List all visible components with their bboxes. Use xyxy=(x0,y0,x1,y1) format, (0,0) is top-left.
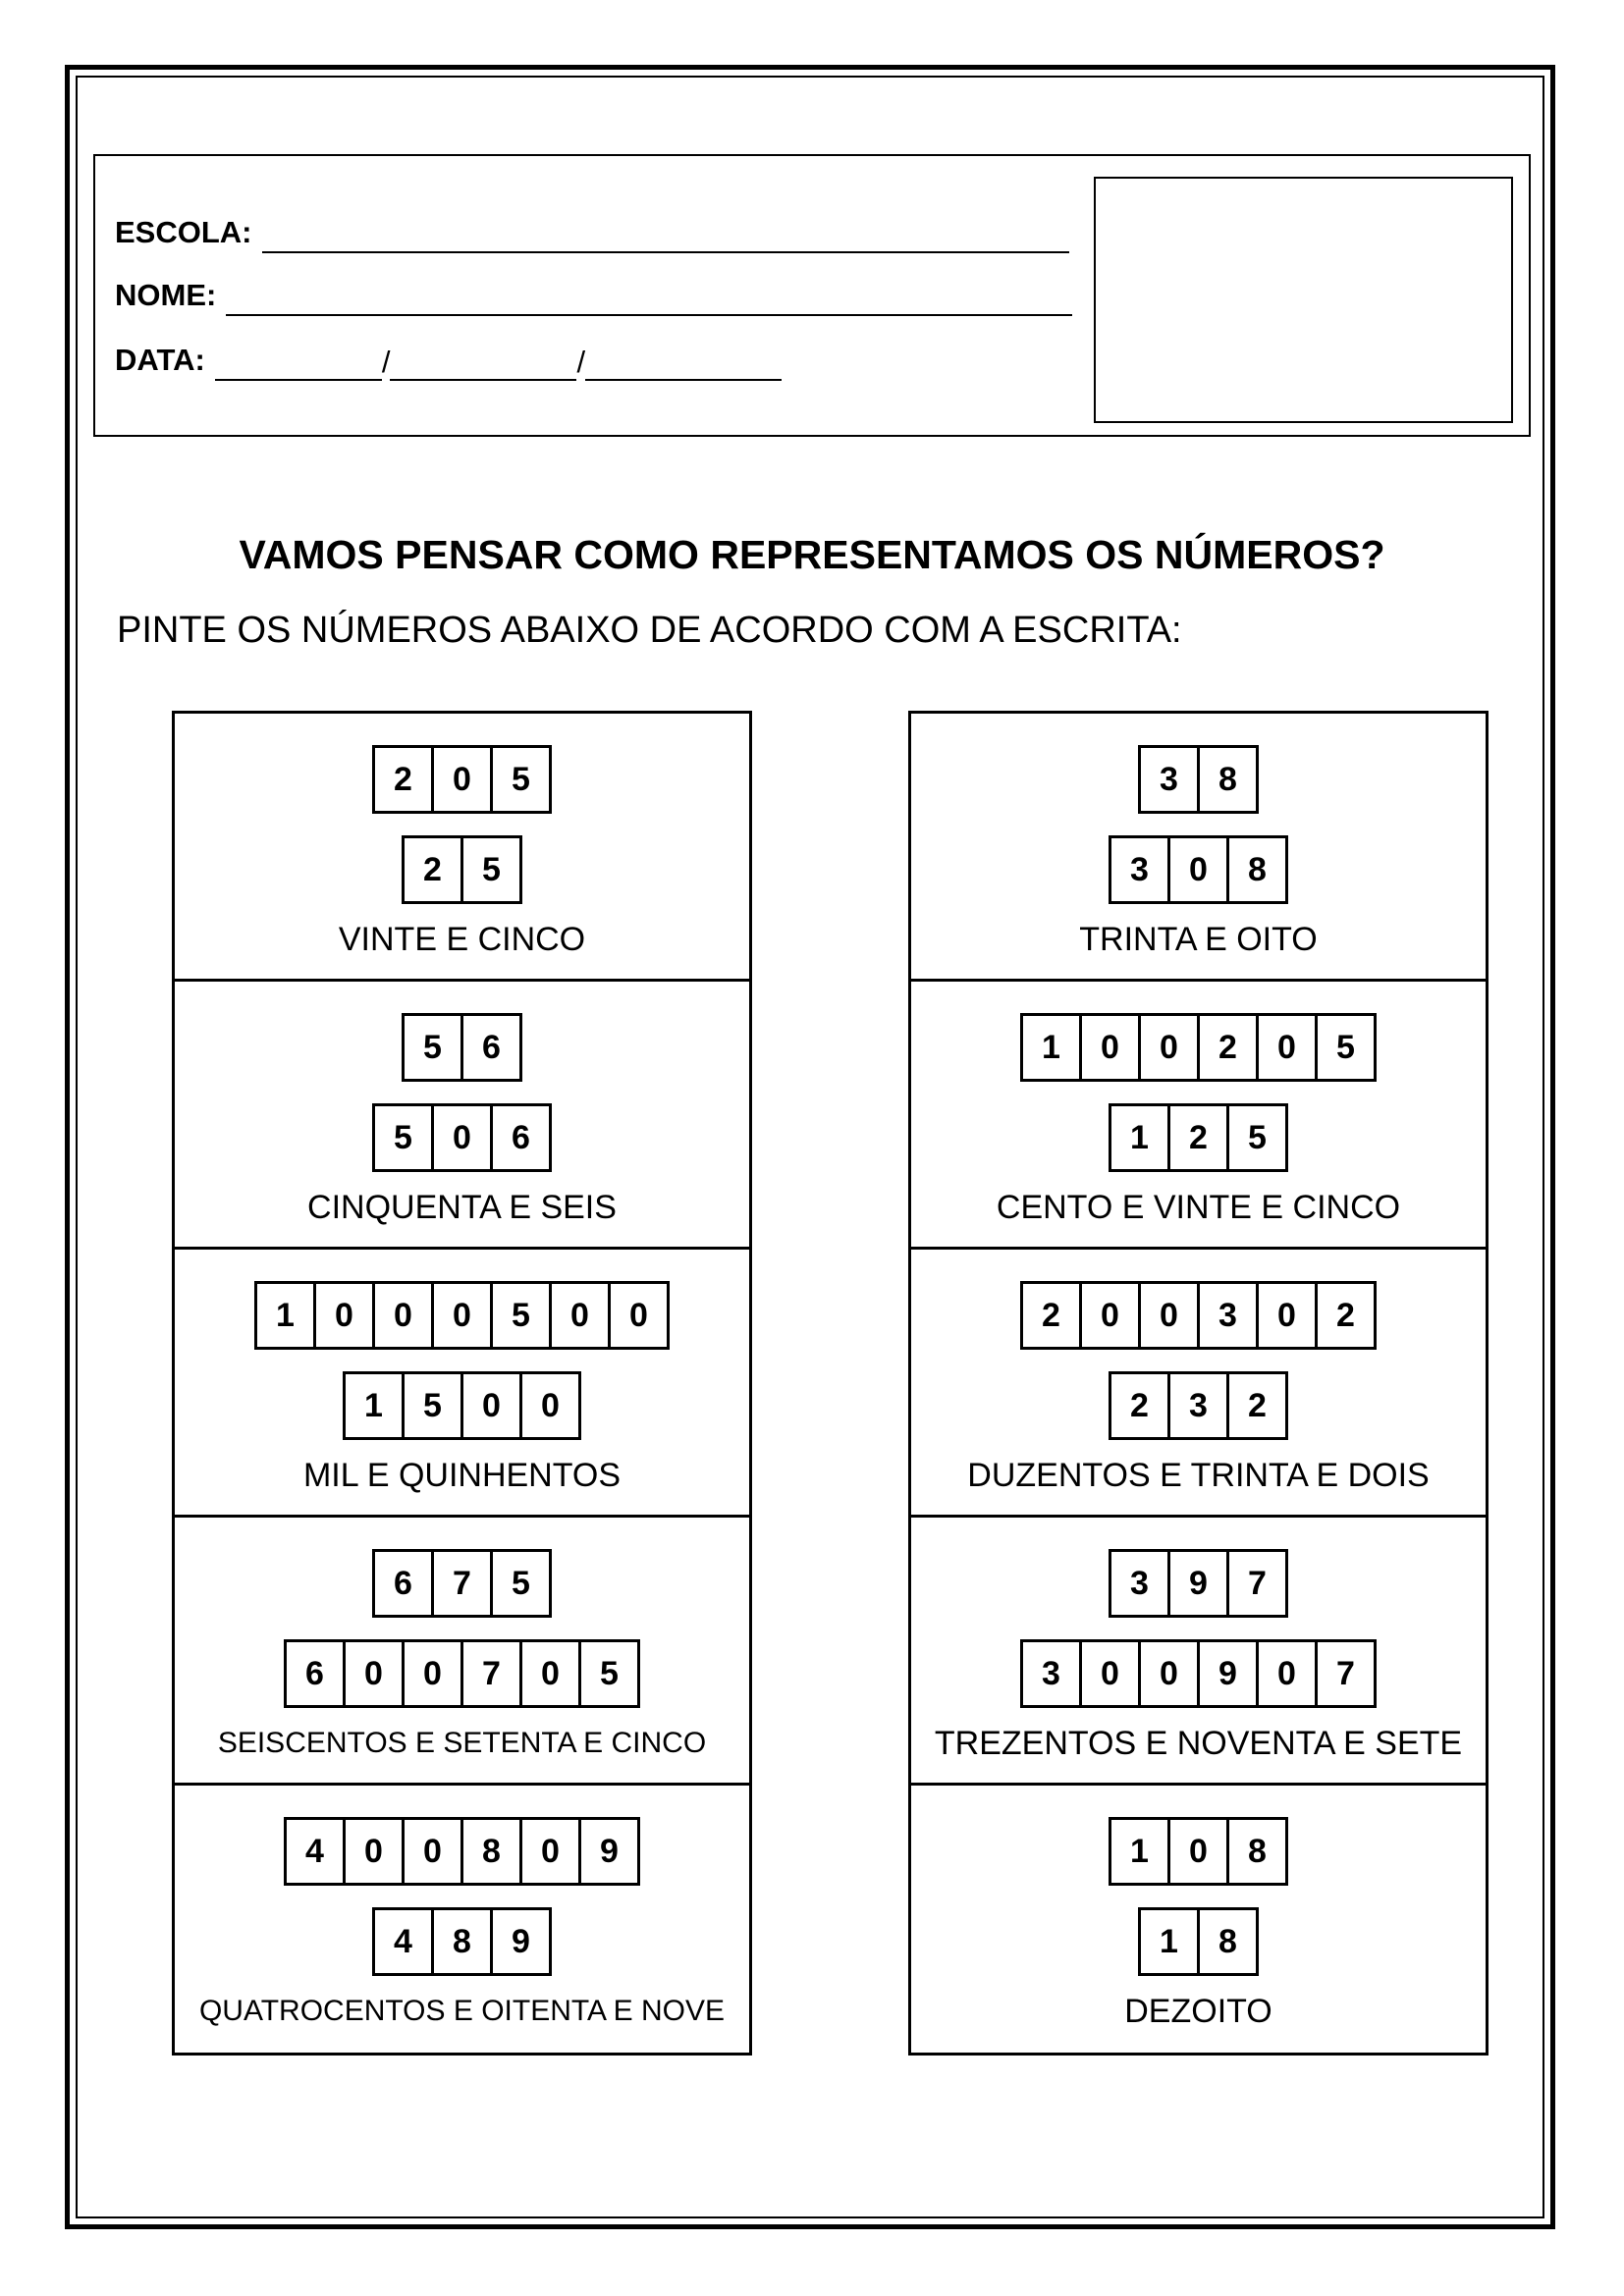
number-option-top[interactable] xyxy=(284,1817,640,1886)
number-in-words: VINTE E CINCO xyxy=(338,921,586,958)
digit-cell[interactable]: 0 xyxy=(313,1284,372,1347)
digit-cell[interactable]: 3 xyxy=(1130,1564,1149,1602)
digit-cell[interactable]: 2 xyxy=(1197,1016,1256,1079)
number-in-words: TRINTA E OITO xyxy=(1079,921,1318,958)
exercise-card xyxy=(911,1250,1486,1518)
digit-cell[interactable]: 3 xyxy=(1167,1374,1226,1437)
digit-cell[interactable]: 4 xyxy=(394,1922,412,1960)
number-option-bottom-row xyxy=(911,1103,1486,1172)
digit-cell[interactable]: 7 xyxy=(1226,1552,1285,1615)
number-option-top-row xyxy=(175,745,749,814)
number-option-bottom[interactable] xyxy=(1109,1103,1288,1172)
digit-cell[interactable]: 0 xyxy=(1256,1016,1315,1079)
digit-cell[interactable]: 0 xyxy=(402,1642,460,1705)
number-in-words: DEZOITO xyxy=(1124,1993,1272,2030)
digit-cell[interactable]: 0 xyxy=(519,1642,578,1705)
digit-cell[interactable]: 0 xyxy=(1079,1284,1138,1347)
number-in-words: QUATROCENTOS E OITENTA E NOVE xyxy=(198,1995,726,2027)
digit-cell[interactable]: 8 xyxy=(1197,1910,1256,1973)
digit-cell[interactable]: 0 xyxy=(608,1284,667,1347)
page-title: VAMOS PENSAR COMO REPRESENTAMOS OS NÚMEROS? xyxy=(239,532,1385,577)
digit-cell[interactable]: 2 xyxy=(394,760,412,798)
number-option-top-row xyxy=(911,1013,1486,1082)
digit-cell[interactable]: 0 xyxy=(519,1374,578,1437)
number-option-top[interactable] xyxy=(1109,1817,1288,1886)
digit-cell[interactable]: 7 xyxy=(1315,1642,1374,1705)
date-day-field[interactable] xyxy=(215,344,382,381)
date-separator: / xyxy=(576,345,586,379)
digit-cell[interactable]: 0 xyxy=(519,1820,578,1883)
exercise-card xyxy=(911,982,1486,1250)
digit-cell[interactable]: 0 xyxy=(460,1374,519,1437)
number-option-bottom-row xyxy=(175,1639,749,1708)
number-option-top[interactable] xyxy=(402,1013,522,1082)
number-option-top-row xyxy=(911,1281,1486,1350)
exercise-card xyxy=(175,982,749,1250)
digit-cell[interactable]: 8 xyxy=(1226,1820,1285,1883)
digit-cell[interactable]: 0 xyxy=(1167,1820,1226,1883)
number-option-bottom[interactable] xyxy=(372,1103,552,1172)
digit-cell[interactable]: 0 xyxy=(431,1106,490,1169)
number-option-top-row xyxy=(175,1013,749,1082)
digit-cell[interactable]: 0 xyxy=(343,1642,402,1705)
digit-cell[interactable]: 7 xyxy=(460,1642,519,1705)
digit-cell[interactable]: 5 xyxy=(402,1374,460,1437)
number-option-bottom[interactable] xyxy=(1109,1371,1288,1440)
number-option-top[interactable] xyxy=(372,1549,552,1618)
number-option-bottom-row xyxy=(175,835,749,904)
digit-cell[interactable]: 2 xyxy=(1315,1284,1374,1347)
number-in-words: TREZENTOS E NOVENTA E SETE xyxy=(934,1725,1463,1762)
number-option-bottom[interactable] xyxy=(372,1907,552,1976)
digit-cell[interactable]: 6 xyxy=(305,1654,324,1692)
digit-cell[interactable]: 0 xyxy=(431,1284,490,1347)
digit-cell[interactable]: 1 xyxy=(364,1386,383,1424)
escola-field[interactable] xyxy=(262,216,1069,253)
data-label: DATA: xyxy=(115,343,205,377)
digit-cell[interactable]: 8 xyxy=(1226,838,1285,901)
digit-cell[interactable]: 0 xyxy=(431,748,490,811)
digit-cell[interactable]: 0 xyxy=(1138,1016,1197,1079)
number-option-top[interactable] xyxy=(1109,1549,1288,1618)
digit-cell[interactable]: 1 xyxy=(276,1296,295,1334)
exercise-card xyxy=(911,714,1486,982)
digit-cell[interactable]: 6 xyxy=(460,1016,519,1079)
exercise-card xyxy=(911,1786,1486,2051)
number-option-top[interactable] xyxy=(1020,1013,1377,1082)
data-row xyxy=(115,338,782,381)
number-option-bottom-row xyxy=(175,1371,749,1440)
digit-cell[interactable]: 0 xyxy=(1256,1284,1315,1347)
number-option-top-row xyxy=(911,1817,1486,1886)
digit-cell[interactable]: 5 xyxy=(490,1284,549,1347)
digit-cell[interactable]: 0 xyxy=(402,1820,460,1883)
escola-label: ESCOLA: xyxy=(115,215,252,249)
number-option-bottom-row xyxy=(911,1639,1486,1708)
number-option-bottom[interactable] xyxy=(343,1371,581,1440)
digit-cell[interactable]: 1 xyxy=(1160,1922,1178,1960)
date-month-field[interactable] xyxy=(390,344,576,381)
nome-field[interactable] xyxy=(226,279,1072,316)
number-option-top[interactable] xyxy=(1020,1281,1377,1350)
number-option-top[interactable] xyxy=(372,745,552,814)
number-option-bottom-row xyxy=(911,1907,1486,1976)
digit-cell[interactable]: 3 xyxy=(1130,850,1149,888)
digit-cell[interactable]: 9 xyxy=(1167,1552,1226,1615)
digit-cell[interactable]: 8 xyxy=(1197,748,1256,811)
number-option-bottom[interactable] xyxy=(402,835,522,904)
number-option-top-row xyxy=(911,745,1486,814)
digit-cell[interactable]: 5 xyxy=(1315,1016,1374,1079)
digit-cell[interactable]: 0 xyxy=(1138,1642,1197,1705)
number-option-bottom[interactable] xyxy=(1109,835,1288,904)
escola-row xyxy=(115,210,1069,253)
digit-cell[interactable]: 4 xyxy=(305,1832,324,1870)
digit-cell[interactable]: 5 xyxy=(490,1552,549,1615)
number-option-top-row xyxy=(911,1549,1486,1618)
number-in-words: CINQUENTA E SEIS xyxy=(307,1189,617,1226)
digit-cell[interactable]: 0 xyxy=(372,1284,431,1347)
number-option-bottom[interactable] xyxy=(284,1639,640,1708)
digit-cell[interactable]: 1 xyxy=(1130,1118,1149,1156)
digit-cell[interactable]: 5 xyxy=(490,748,549,811)
number-in-words: SEISCENTOS E SETENTA E CINCO xyxy=(217,1727,707,1759)
digit-cell[interactable]: 9 xyxy=(1197,1642,1256,1705)
digit-cell[interactable]: 0 xyxy=(549,1284,608,1347)
date-year-field[interactable] xyxy=(585,344,782,381)
digit-cell[interactable]: 5 xyxy=(423,1028,442,1066)
digit-cell[interactable]: 5 xyxy=(1226,1106,1285,1169)
number-option-top-row xyxy=(175,1549,749,1618)
exercise-column-right xyxy=(908,711,1489,2056)
number-option-top[interactable] xyxy=(254,1281,670,1350)
digit-cell[interactable]: 2 xyxy=(1042,1296,1060,1334)
nome-label: NOME: xyxy=(115,278,217,312)
digit-cell[interactable]: 5 xyxy=(394,1118,412,1156)
digit-cell[interactable]: 2 xyxy=(1167,1106,1226,1169)
exercise-card xyxy=(175,1518,749,1786)
digit-cell[interactable]: 0 xyxy=(343,1820,402,1883)
digit-cell[interactable]: 1 xyxy=(1130,1832,1149,1870)
number-option-bottom[interactable] xyxy=(1020,1639,1377,1708)
digit-cell[interactable]: 6 xyxy=(490,1106,549,1169)
digit-cell[interactable]: 8 xyxy=(460,1820,519,1883)
number-option-bottom-row xyxy=(911,1371,1486,1440)
digit-cell[interactable]: 3 xyxy=(1042,1654,1060,1692)
instruction-text: PINTE OS NÚMEROS ABAIXO DE ACORDO COM A ESCRITA: xyxy=(117,610,1182,651)
number-option-top-row xyxy=(175,1281,749,1350)
digit-cell[interactable]: 1 xyxy=(1042,1028,1060,1066)
digit-cell[interactable]: 6 xyxy=(394,1564,412,1602)
digit-cell[interactable]: 3 xyxy=(1197,1284,1256,1347)
stamp-box xyxy=(1094,177,1513,423)
number-in-words: DUZENTOS E TRINTA E DOIS xyxy=(967,1457,1430,1494)
number-option-bottom-row xyxy=(175,1907,749,1976)
exercise-card xyxy=(911,1518,1486,1786)
number-option-top[interactable] xyxy=(1138,745,1259,814)
exercise-card xyxy=(175,1250,749,1518)
digit-cell[interactable]: 2 xyxy=(423,850,442,888)
digit-cell[interactable]: 0 xyxy=(1079,1642,1138,1705)
digit-cell[interactable]: 0 xyxy=(1167,838,1226,901)
digit-cell[interactable]: 3 xyxy=(1160,760,1178,798)
digit-cell[interactable]: 2 xyxy=(1226,1374,1285,1437)
number-option-bottom[interactable] xyxy=(1138,1907,1259,1976)
nome-row xyxy=(115,273,1072,316)
digit-cell[interactable]: 9 xyxy=(578,1820,637,1883)
digit-cell[interactable]: 0 xyxy=(1079,1016,1138,1079)
digit-cell[interactable]: 0 xyxy=(1256,1642,1315,1705)
digit-cell[interactable]: 5 xyxy=(578,1642,637,1705)
exercise-column-left xyxy=(172,711,752,2056)
digit-cell[interactable]: 8 xyxy=(431,1910,490,1973)
digit-cell[interactable]: 5 xyxy=(460,838,519,901)
date-separator: / xyxy=(381,345,391,379)
digit-cell[interactable]: 0 xyxy=(1138,1284,1197,1347)
exercise-card xyxy=(175,1786,749,2051)
number-in-words: CENTO E VINTE E CINCO xyxy=(996,1189,1401,1226)
digit-cell[interactable]: 7 xyxy=(431,1552,490,1615)
number-in-words: MIL E QUINHENTOS xyxy=(302,1457,622,1494)
number-option-top-row xyxy=(175,1817,749,1886)
number-option-bottom-row xyxy=(911,835,1486,904)
digit-cell[interactable]: 2 xyxy=(1130,1386,1149,1424)
number-option-bottom-row xyxy=(175,1103,749,1172)
exercise-card xyxy=(175,714,749,982)
digit-cell[interactable]: 9 xyxy=(490,1910,549,1973)
